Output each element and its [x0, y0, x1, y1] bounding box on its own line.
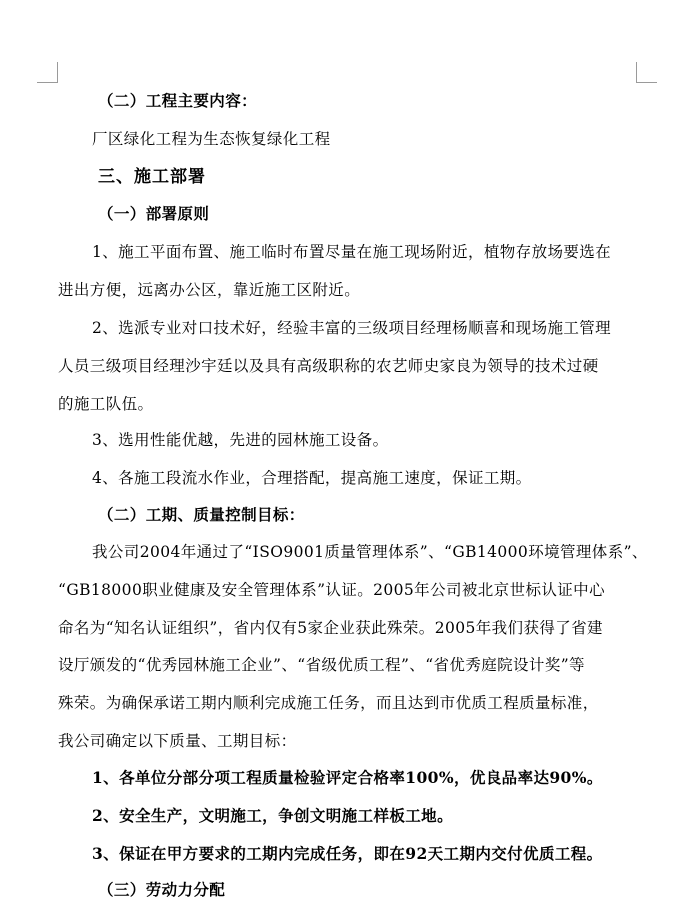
- paragraph-line: 我公司确定以下质量、工期目标：: [58, 732, 297, 750]
- section-heading: （一）部署原则: [98, 204, 210, 223]
- target-item: 3、保证在甲方要求的工期内完成任务，即在92天工期内交付优质工程。: [92, 844, 603, 863]
- paragraph-line: 进出方便，远离办公区，靠近施工区附近。: [58, 281, 361, 299]
- section-heading: （三）劳动力分配: [98, 880, 226, 899]
- page-corner-mark-top-right: [636, 62, 657, 83]
- section-heading: （二）工程主要内容：: [98, 91, 258, 110]
- paragraph-line: 2、选派专业对口技术好，经验丰富的三级项目经理杨顺喜和现场施工管理: [92, 319, 612, 337]
- paragraph-line: 4、各施工段流水作业，合理搭配，提高施工速度，保证工期。: [92, 469, 532, 487]
- paragraph-line: 的施工队伍。: [58, 395, 154, 413]
- paragraph-line: 3、选用性能优越，先进的园林施工设备。: [92, 431, 389, 449]
- paragraph-line: 人员三级项目经理沙宇廷以及具有高级职称的农艺师史家良为领导的技术过硬: [58, 357, 599, 375]
- paragraph-line: 我公司2004年通过了“ISO9001质量管理体系”、“GB14000环境管理体系”、: [92, 543, 648, 561]
- chapter-heading: 三、施工部署: [98, 167, 206, 187]
- paragraph-line: “GB18000职业健康及安全管理体系”认证。2005年公司被北京世标认证中心: [58, 581, 605, 599]
- paragraph-line: 1、施工平面布置、施工临时布置尽量在施工现场附近，植物存放场要选在: [92, 243, 612, 261]
- paragraph-line: 命名为“知名认证组织”，省内仅有5家企业获此殊荣。2005年我们获得了省建: [58, 619, 603, 637]
- page-corner-mark-top-left: [37, 62, 58, 83]
- paragraph-line: 殊荣。为确保承诺工期内顺利完成施工任务，而且达到市优质工程质量标准，: [58, 694, 599, 712]
- target-item: 2、安全生产，文明施工，争创文明施工样板工地。: [92, 806, 453, 825]
- target-item: 1、各单位分部分项工程质量检验评定合格率100%，优良品率达90%。: [92, 768, 603, 787]
- paragraph: 厂区绿化工程为生态恢复绿化工程: [92, 130, 331, 148]
- section-heading: （二）工期、质量控制目标：: [98, 505, 305, 524]
- paragraph-line: 设厅颁发的“优秀园林施工企业”、“省级优质工程”、“省优秀庭院设计奖”等: [58, 656, 585, 674]
